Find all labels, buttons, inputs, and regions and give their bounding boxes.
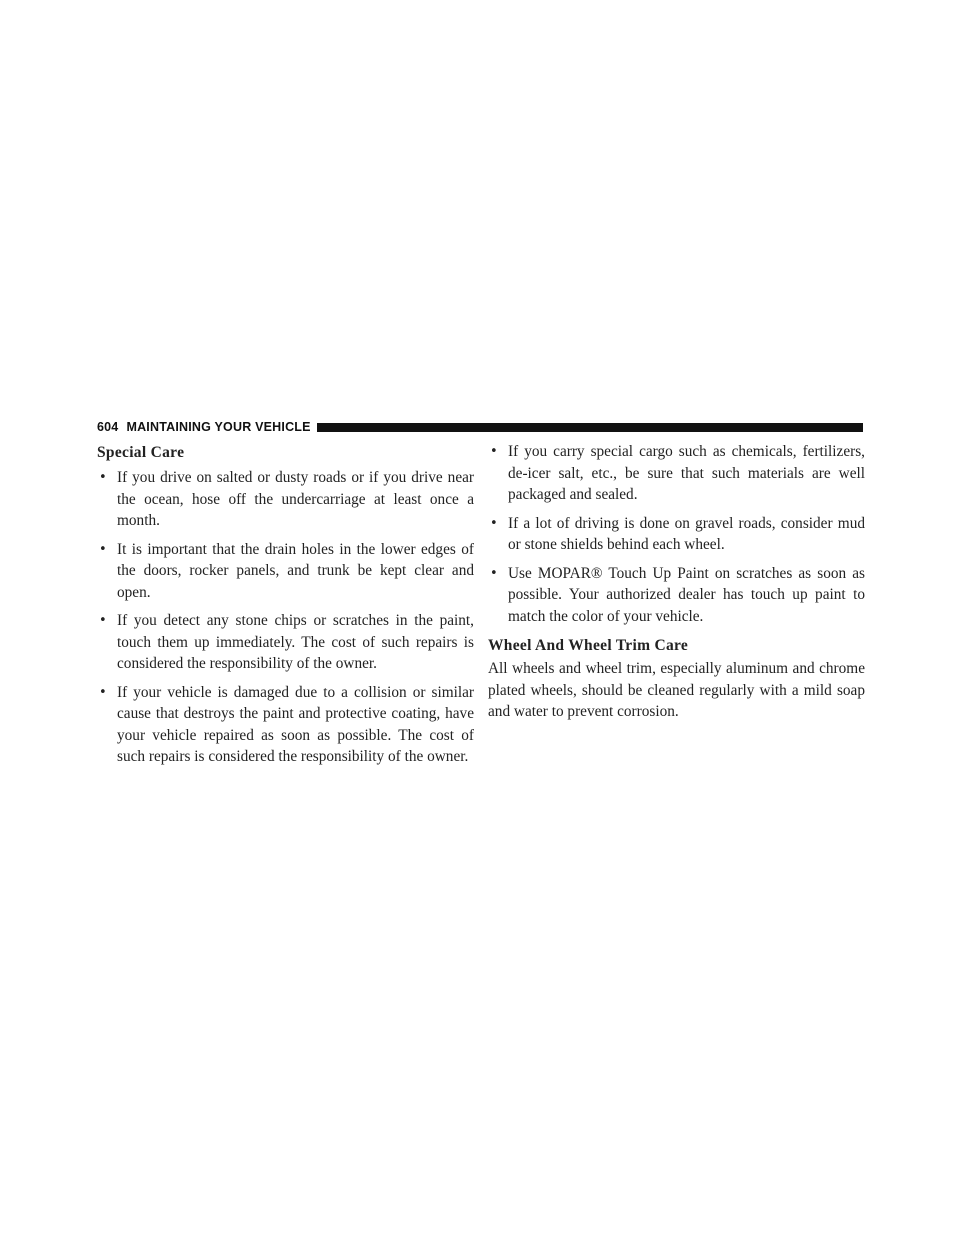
list-item [488, 563, 865, 628]
bullet-icon: • [99, 684, 107, 700]
list-item [97, 467, 474, 532]
list-item-text: If you carry special cargo such as chemicals, fertilizers, de-icer salt, etc., be sure that such materials are well packaged and sealed. [508, 443, 865, 503]
right-column [488, 441, 865, 723]
bullet-icon: • [99, 541, 107, 557]
wheel-care-heading: Wheel And Wheel Trim Care [488, 637, 689, 654]
bullet-icon: • [99, 613, 107, 628]
list-item [97, 682, 474, 768]
list-item [97, 539, 474, 604]
list-item [488, 513, 865, 556]
bullet-icon: • [490, 565, 498, 581]
list-item-text: Use MOPAR® Touch Up Paint on scratches as soon as possible. Your authorized dealer has touch up paint to match the color of your vehicle. [508, 564, 865, 625]
bullet-icon: • [490, 444, 498, 459]
header-rule [317, 423, 863, 432]
list-item-text: It is important that the drain holes in the lower edges of the doors, rocker panels, and trunk be kept clear and open. [117, 540, 474, 601]
list-item [488, 441, 865, 506]
page-header [97, 418, 863, 436]
left-column [97, 441, 474, 775]
page-number: 604 [97, 420, 119, 434]
list-item-text: If a lot of driving is done on gravel roads, consider mud or stone shields behind each wheel. [508, 514, 865, 553]
list-item [97, 610, 474, 675]
wheel-care-paragraph: All wheels and wheel trim, especially aluminum and chrome plated wheels, should be cleaned regularly with a mild soap and water to prevent corrosion. [488, 660, 865, 720]
bullet-icon: • [490, 515, 498, 531]
section-title: MAINTAINING YOUR VEHICLE [126, 420, 311, 434]
special-care-heading: Special Care [97, 444, 185, 461]
list-item-text: If your vehicle is damaged due to a collision or similar cause that destroys the paint and protective coating, have your vehicle repaired as soon as possible. The cost of such repairs is considered the responsibility of the owner. [117, 683, 474, 765]
list-item-text: If you detect any stone chips or scratches in the paint, touch them up immediately. The cost of such repairs is considered the responsibility of the owner. [117, 612, 474, 672]
list-item-text: If you drive on salted or dusty roads or if you drive near the ocean, hose off the undercarriage at least once a month. [117, 469, 474, 529]
bullet-icon: • [99, 470, 107, 485]
